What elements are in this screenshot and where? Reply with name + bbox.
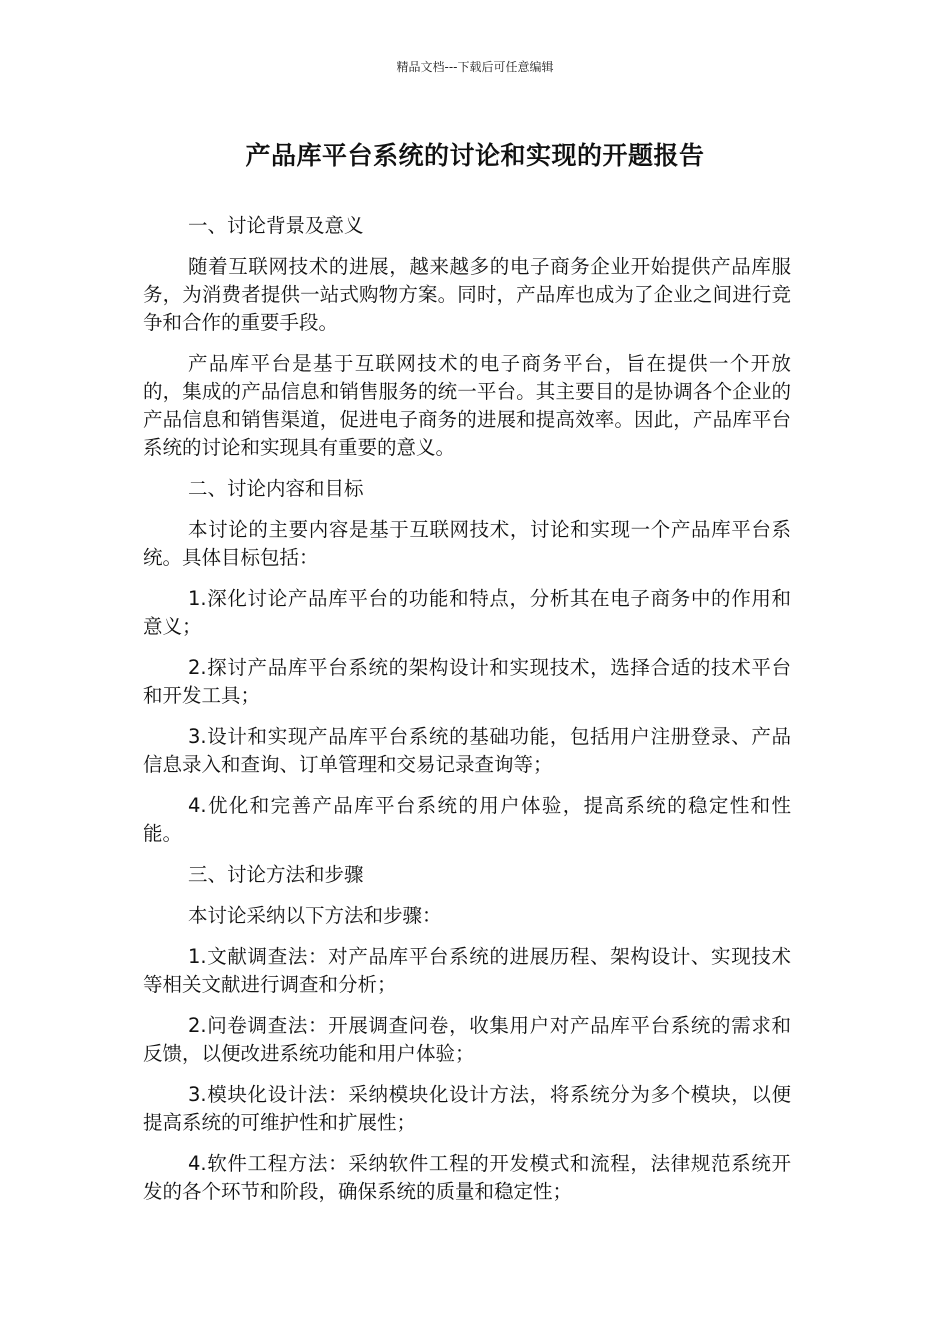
section-heading-methods: 三、讨论方法和步骤 bbox=[188, 863, 364, 886]
list-item: 3.设计和实现产品库平台系统的基础功能，包括用户注册登录、产品信息录入和查询、订单管理和交易记录查询等； bbox=[143, 725, 791, 776]
list-item: 1.深化讨论产品库平台的功能和特点，分析其在电子商务中的作用和意义； bbox=[143, 587, 791, 638]
list-item: 1.文献调查法：对产品库平台系统的进展历程、架构设计、实现技术等相关文献进行调查和分析； bbox=[143, 945, 791, 996]
document-body bbox=[143, 212, 791, 1219]
header-note: 精品文档---下载后可任意编辑 bbox=[396, 60, 554, 74]
paragraph: 本讨论的主要内容是基于互联网技术，讨论和实现一个产品库平台系统。具体目标包括： bbox=[143, 518, 791, 569]
list-item: 2.问卷调查法：开展调查问卷，收集用户对产品库平台系统的需求和反馈，以便改进系统功能和用户体验； bbox=[143, 1014, 791, 1065]
section-heading-content-goals: 二、讨论内容和目标 bbox=[188, 477, 364, 500]
paragraph: 产品库平台是基于互联网技术的电子商务平台，旨在提供一个开放的，集成的产品信息和销售服务的统一平台。其主要目的是协调各个企业的产品信息和销售渠道，促进电子商务的进展和提高效率。因此，产品库平台系统的讨论和实现具有重要的意义。 bbox=[143, 352, 791, 459]
list-item: 4.软件工程方法：采纳软件工程的开发模式和流程，法律规范系统开发的各个环节和阶段，确保系统的质量和稳定性； bbox=[143, 1152, 791, 1203]
list-item: 3.模块化设计法：采纳模块化设计方法，将系统分为多个模块，以便提高系统的可维护性和扩展性； bbox=[143, 1083, 791, 1134]
document-title: 产品库平台系统的讨论和实现的开题报告 bbox=[245, 141, 705, 170]
list-item: 4.优化和完善产品库平台系统的用户体验，提高系统的稳定性和性能。 bbox=[143, 794, 791, 845]
list-item: 2.探讨产品库平台系统的架构设计和实现技术，选择合适的技术平台和开发工具； bbox=[143, 656, 791, 707]
section-heading-background: 一、讨论背景及意义 bbox=[188, 214, 364, 237]
paragraph: 随着互联网技术的进展，越来越多的电子商务企业开始提供产品库服务，为消费者提供一站式购物方案。同时，产品库也成为了企业之间进行竞争和合作的重要手段。 bbox=[143, 255, 791, 334]
paragraph: 本讨论采纳以下方法和步骤： bbox=[188, 904, 442, 927]
